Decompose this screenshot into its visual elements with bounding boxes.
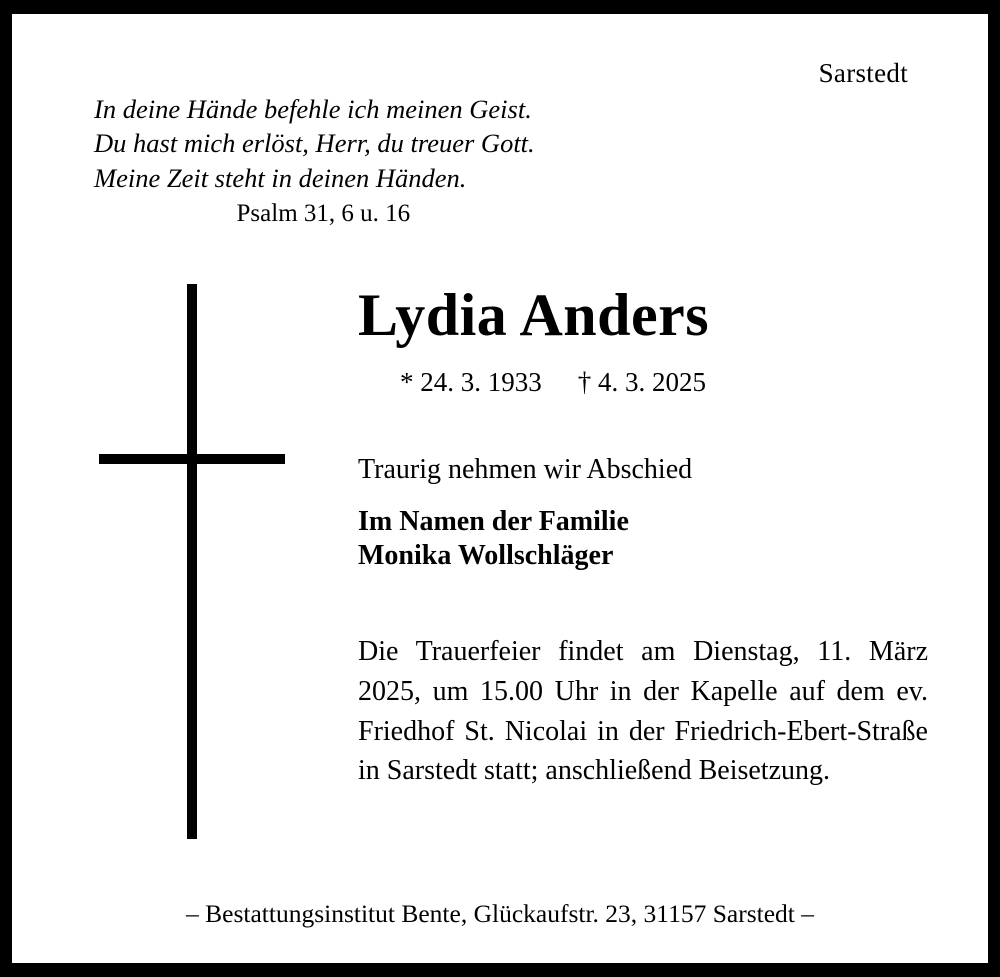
verse-reference: Psalm 31, 6 u. 16 (236, 200, 411, 228)
ceremony-details: Die Trauerfeier findet am Dienstag, 11. März 2025, um 15.00 Uhr in der Kapelle auf dem ev. Friedhof St. Nicolai in der Friedrich-Ebert-Straße in Sarstedt statt; anschließend Beisetzung. (358, 636, 928, 787)
verse-line-3: Meine Zeit steht in deinen Händen. (94, 162, 467, 193)
place-label: Sarstedt (818, 58, 908, 88)
farewell-text: Traurig nehmen wir Abschied (358, 454, 693, 485)
verse-line-2: Du hast mich erlöst, Herr, du treuer Gott. (94, 128, 535, 159)
family-name: Monika Wollschläger (358, 540, 614, 571)
verse-line-1: In deine Hände befehle ich meinen Geist. (94, 94, 532, 124)
funeral-home-footer: – Bestattungsinstitut Bente, Glückaufstr. 23, 31157 Sarstedt – (186, 899, 814, 928)
obituary-inner (12, 14, 988, 963)
cross-vertical-bar (187, 284, 197, 839)
birth-date: * 24. 3. 1933 (400, 367, 542, 397)
deceased-name: Lydia Anders (358, 282, 710, 348)
cross-icon (99, 284, 289, 839)
main-content (348, 284, 948, 791)
family-label: Im Namen der Familie (358, 506, 629, 537)
death-date: † 4. 3. 2025 (577, 367, 706, 397)
cross-horizontal-bar (99, 454, 285, 464)
life-dates (400, 367, 948, 398)
bible-verse (94, 92, 535, 231)
